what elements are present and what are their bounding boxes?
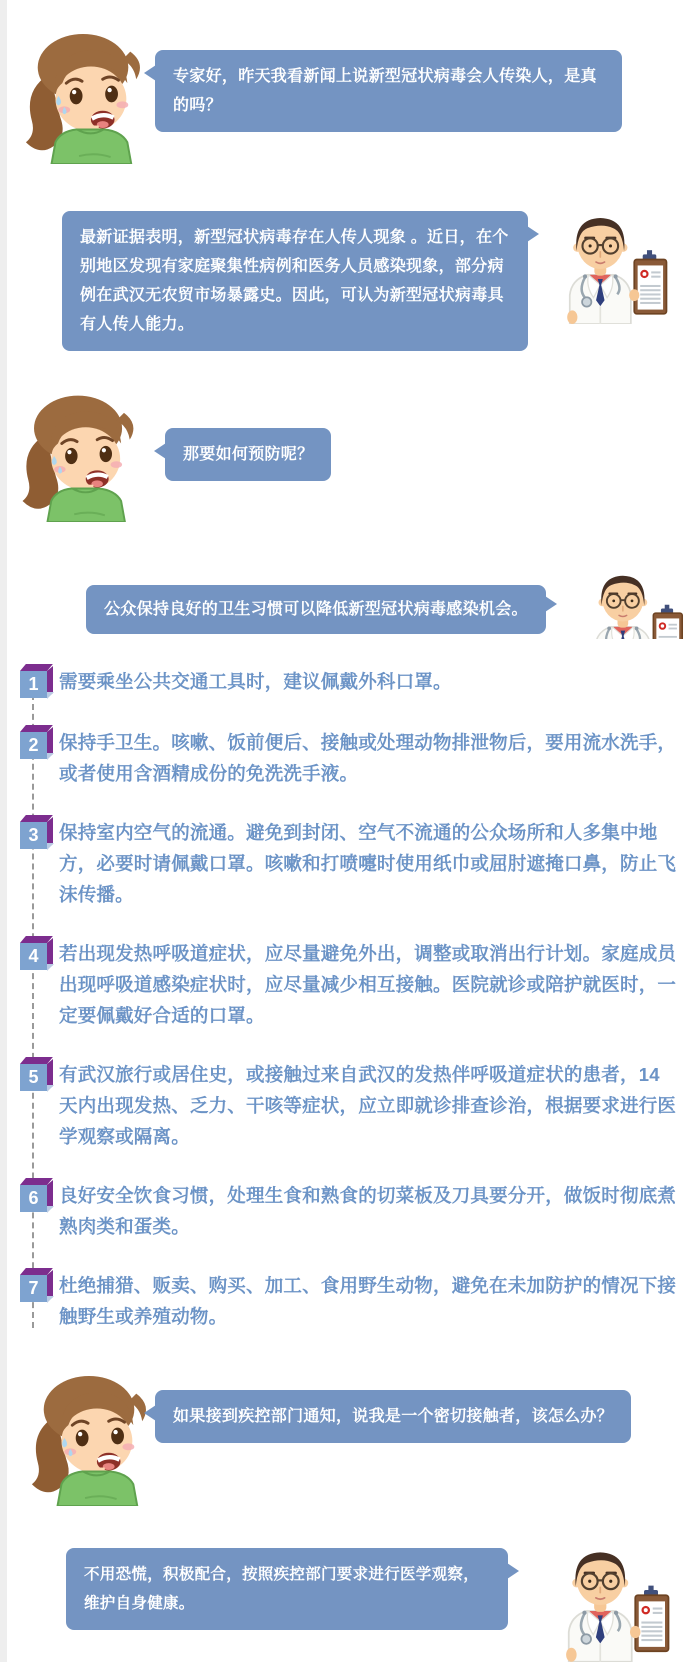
doctor-clipboard-icon	[532, 1546, 672, 1662]
tip-item-3	[20, 817, 682, 910]
woman-avatar-question-2	[14, 388, 144, 527]
tip-number-cube-2	[20, 724, 54, 760]
tip-number: 6	[20, 1185, 47, 1212]
doctor-avatar-answer-1	[534, 212, 670, 329]
tip-number-cube-7	[20, 1267, 54, 1303]
worried-woman-icon	[20, 26, 148, 164]
woman-avatar-question-3	[26, 1368, 154, 1511]
tip-item-5	[20, 1059, 682, 1152]
chat-bubble-answer-3: 不用恐慌，积极配合，按照疾控部门要求进行医学观察，维护自身健康。	[66, 1548, 508, 1630]
doctor-avatar-answer-3	[532, 1546, 672, 1662]
tip-item-1	[20, 666, 682, 699]
doctor-clipboard-icon	[534, 212, 670, 324]
chat-bubble-question-3: 如果接到疾控部门通知，说我是一个密切接触者，该怎么办？	[155, 1390, 631, 1443]
worried-woman-icon	[26, 1368, 154, 1506]
woman-avatar-question-1	[20, 26, 148, 169]
tip-number: 2	[20, 732, 47, 759]
tip-item-4	[20, 938, 682, 1031]
tip-text: 需要乘坐公共交通工具时，建议佩戴外科口罩。	[59, 671, 452, 692]
tip-number-cube-5	[20, 1056, 54, 1092]
tip-number: 7	[20, 1275, 47, 1302]
tip-item-6	[20, 1180, 682, 1242]
tip-text: 良好安全饮食习惯，处理生食和熟食的切菜板及刀具要分开，做饭时彻底煮熟肉类和蛋类。	[59, 1185, 677, 1237]
tip-number: 5	[20, 1064, 47, 1091]
worried-woman-icon	[14, 388, 144, 522]
chat-bubble-answer-2: 公众保持良好的卫生习惯可以降低新型冠状病毒感染机会。	[86, 585, 546, 634]
tip-item-7	[20, 1270, 682, 1332]
prevention-tips-list	[20, 666, 682, 1360]
tip-text: 杜绝捕猎、贩卖、购买、加工、食用野生动物，避免在未加防护的情况下接触野生或养殖动物。	[59, 1275, 677, 1327]
tip-text: 有武汉旅行或居住史，或接触过来自武汉的发热伴呼吸道症状的患者，14天内出现发热、乏力、干咳等症状，应立即就诊排查诊治，根据要求进行医学观察或隔离。	[59, 1064, 677, 1147]
tip-number: 4	[20, 943, 47, 970]
tip-item-2	[20, 727, 682, 789]
tip-text: 若出现发热呼吸道症状，应尽量避免外出，调整或取消出行计划。家庭成员出现呼吸道感染症状时，应尽量减少相互接触。医院就诊或陪护就医时，一定要佩戴好合适的口罩。	[59, 943, 677, 1026]
doctor-clipboard-icon	[580, 572, 684, 639]
tip-number-cube-3	[20, 814, 54, 850]
chat-bubble-question-2: 那要如何预防呢？	[165, 428, 331, 481]
page-edge-strip	[0, 0, 7, 1662]
doctor-avatar-answer-2	[580, 572, 684, 644]
tip-number-cube-1	[20, 663, 54, 699]
tip-text: 保持室内空气的流通。避免到封闭、空气不流通的公众场所和人多集中地方，必要时请佩戴口罩。咳嗽和打喷嚏时使用纸巾或屈肘遮掩口鼻，防止飞沫传播。	[59, 822, 677, 905]
tip-number: 3	[20, 822, 47, 849]
tip-number-cube-6	[20, 1177, 54, 1213]
tip-text: 保持手卫生。咳嗽、饭前便后、接触或处理动物排泄物后，要用流水洗手，或者使用含酒精成份的免洗洗手液。	[59, 732, 677, 784]
tip-number: 1	[20, 671, 47, 698]
chat-bubble-answer-1: 最新证据表明，新型冠状病毒存在人传人现象 。近日，在个别地区发现有家庭聚集性病例和医务人员感染现象，部分病例在武汉无农贸市场暴露史。因此，可认为新型冠状病毒具有人传人能力。	[62, 211, 528, 351]
chat-bubble-question-1: 专家好，昨天我看新闻上说新型冠状病毒会人传染人，是真的吗？	[155, 50, 622, 132]
tip-number-cube-4	[20, 935, 54, 971]
